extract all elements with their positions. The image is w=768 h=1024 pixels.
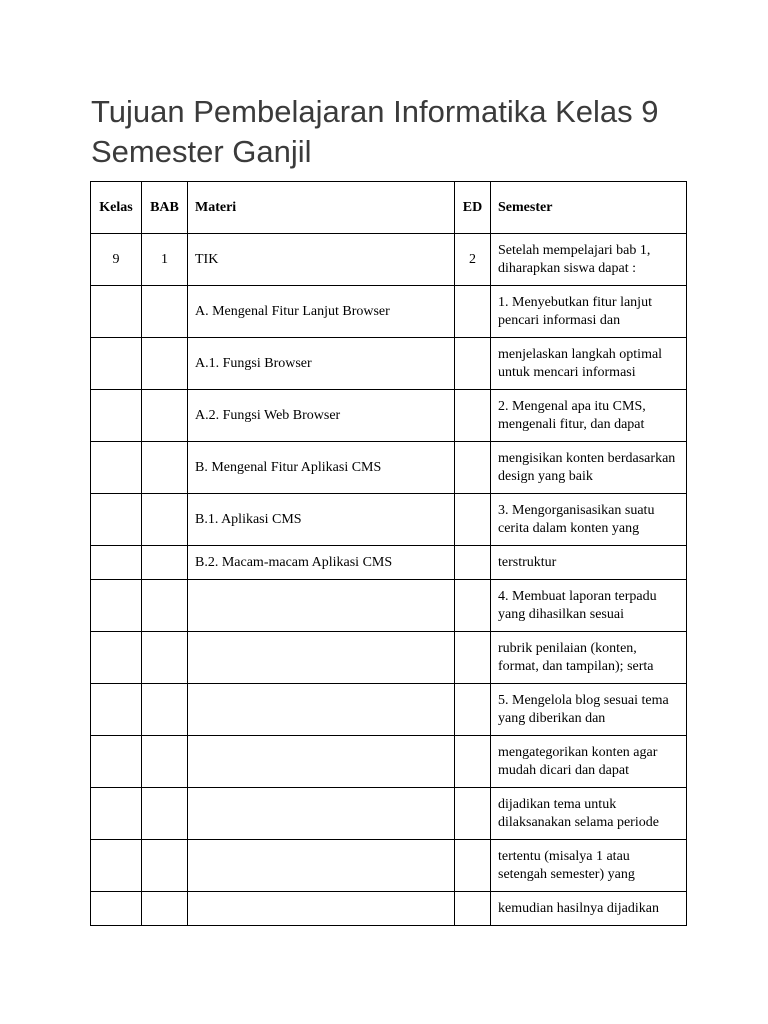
table-row: [91, 788, 687, 840]
cell-bab: [142, 736, 188, 788]
cell-materi: [188, 632, 455, 684]
cell-materi: [188, 840, 455, 892]
cell-materi: B.1. Aplikasi CMS: [188, 494, 455, 546]
table-row: [91, 684, 687, 736]
cell-kelas: [91, 546, 142, 580]
cell-bab: [142, 286, 188, 338]
cell-ed: [455, 546, 491, 580]
cell-bab: [142, 632, 188, 684]
cell-materi: [188, 736, 455, 788]
cell-bab: [142, 442, 188, 494]
cell-kelas: [91, 442, 142, 494]
table-row: [91, 286, 687, 338]
cell-kelas: [91, 338, 142, 390]
cell-bab: [142, 892, 188, 926]
cell-bab: [142, 546, 188, 580]
cell-materi: [188, 892, 455, 926]
cell-semester: 3. Mengorganisasikan suatu cerita dalam konten yang: [491, 494, 687, 546]
table-row: [91, 736, 687, 788]
cell-materi: B. Mengenal Fitur Aplikasi CMS: [188, 442, 455, 494]
cell-semester: 4. Membuat laporan terpadu yang dihasilkan sesuai: [491, 580, 687, 632]
cell-semester: kemudian hasilnya dijadikan: [491, 892, 687, 926]
cell-ed: [455, 494, 491, 546]
cell-semester: 1. Menyebutkan fitur lanjut pencari informasi dan: [491, 286, 687, 338]
cell-semester: tertentu (misalya 1 atau setengah semester) yang: [491, 840, 687, 892]
cell-ed: [455, 632, 491, 684]
cell-kelas: [91, 684, 142, 736]
table-row: [91, 580, 687, 632]
learning-objectives-table: [90, 181, 687, 926]
cell-semester: terstruktur: [491, 546, 687, 580]
cell-bab: [142, 684, 188, 736]
cell-semester: mengategorikan konten agar mudah dicari dan dapat: [491, 736, 687, 788]
cell-bab: [142, 338, 188, 390]
cell-ed: [455, 442, 491, 494]
header-bab: BAB: [142, 182, 188, 234]
cell-semester: 2. Mengenal apa itu CMS, mengenali fitur, dan dapat: [491, 390, 687, 442]
table-row: [91, 546, 687, 580]
cell-ed: [455, 286, 491, 338]
table-row: [91, 632, 687, 684]
cell-bab: [142, 580, 188, 632]
cell-materi: A. Mengenal Fitur Lanjut Browser: [188, 286, 455, 338]
header-ed: ED: [455, 182, 491, 234]
cell-kelas: [91, 840, 142, 892]
cell-ed: [455, 338, 491, 390]
page-title: Tujuan Pembelajaran Informatika Kelas 9 Semester Ganjil: [91, 94, 659, 169]
cell-kelas: 9: [91, 234, 142, 286]
cell-kelas: [91, 580, 142, 632]
table-row: [91, 338, 687, 390]
cell-materi: A.2. Fungsi Web Browser: [188, 390, 455, 442]
cell-bab: [142, 840, 188, 892]
cell-kelas: [91, 736, 142, 788]
cell-ed: [455, 390, 491, 442]
cell-materi: [188, 580, 455, 632]
header-kelas: Kelas: [91, 182, 142, 234]
cell-materi: [188, 684, 455, 736]
cell-semester: Setelah mempelajari bab 1, diharapkan siswa dapat :: [491, 234, 687, 286]
cell-materi: TIK: [188, 234, 455, 286]
cell-ed: [455, 892, 491, 926]
cell-kelas: [91, 892, 142, 926]
cell-ed: 2: [455, 234, 491, 286]
cell-ed: [455, 736, 491, 788]
table-row: [91, 390, 687, 442]
cell-kelas: [91, 494, 142, 546]
cell-kelas: [91, 632, 142, 684]
cell-bab: 1: [142, 234, 188, 286]
cell-semester: rubrik penilaian (konten, format, dan tampilan); serta: [491, 632, 687, 684]
cell-semester: 5. Mengelola blog sesuai tema yang diberikan dan: [491, 684, 687, 736]
cell-bab: [142, 390, 188, 442]
cell-ed: [455, 788, 491, 840]
cell-bab: [142, 788, 188, 840]
cell-ed: [455, 840, 491, 892]
header-materi: Materi: [188, 182, 455, 234]
cell-materi: B.2. Macam-macam Aplikasi CMS: [188, 546, 455, 580]
table-row: [91, 892, 687, 926]
cell-kelas: [91, 286, 142, 338]
table-row: [91, 234, 687, 286]
table-row: [91, 840, 687, 892]
cell-materi: [188, 788, 455, 840]
cell-ed: [455, 684, 491, 736]
header-semester: Semester: [491, 182, 687, 234]
cell-ed: [455, 580, 491, 632]
cell-semester: dijadikan tema untuk dilaksanakan selama periode: [491, 788, 687, 840]
cell-bab: [142, 494, 188, 546]
cell-materi: A.1. Fungsi Browser: [188, 338, 455, 390]
cell-semester: menjelaskan langkah optimal untuk mencari informasi: [491, 338, 687, 390]
table-header-row: [91, 182, 687, 234]
table-row: [91, 442, 687, 494]
table-row: [91, 494, 687, 546]
cell-kelas: [91, 788, 142, 840]
cell-semester: mengisikan konten berdasarkan design yang baik: [491, 442, 687, 494]
cell-kelas: [91, 390, 142, 442]
